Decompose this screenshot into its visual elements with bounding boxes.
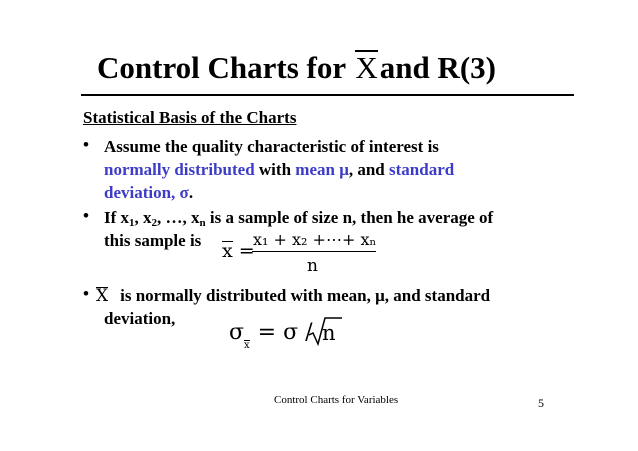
bullet-2-line-2: this sample is — [104, 231, 202, 250]
bullet-1-line-3: deviation, σ. — [104, 183, 194, 202]
fraction-bar — [252, 251, 376, 252]
title-xbar: X — [355, 50, 378, 85]
title-text: Control Charts for — [97, 50, 354, 85]
bullet-dot: • — [83, 284, 89, 303]
deviation-text: deviation, σ — [104, 183, 189, 202]
bullet-3-line-2: deviation, — [104, 309, 176, 328]
xbar-symbol: X — [96, 286, 109, 306]
xbar-lhs: x = — [222, 240, 255, 262]
bullet-1 — [104, 135, 454, 204]
sqrt-radicand: n — [322, 321, 336, 345]
standard-text: standard — [389, 160, 455, 179]
page-number: 5 — [538, 396, 544, 410]
title-text-after: and R(3) — [379, 50, 496, 85]
bullet-dot: • — [83, 206, 89, 225]
bullet-dot: • — [83, 135, 89, 154]
title-rule — [81, 94, 574, 96]
footer-text: Control Charts for Variables — [274, 394, 399, 406]
formula-denominator: n — [307, 256, 318, 276]
sigma-subscript: x — [244, 340, 250, 351]
mean-text: mean μ — [295, 160, 349, 179]
sigma-formula: σx= σ / — [229, 320, 313, 351]
formula-numerator: x₁ + x₂ +⋯+ xₙ — [253, 230, 377, 249]
slide-title — [97, 50, 496, 86]
sigma-symbol: σ — [229, 320, 245, 345]
bullet-2-line-1: If $x_1$, $x_2$, …, $x_n$ is a sample of size n, then he average of — [104, 208, 494, 229]
bullet-1-line-2: normally distributed with mean μ, and standard — [104, 160, 455, 179]
bullet-3-line-1: X is normally distributed with mean, μ, and standard — [96, 286, 491, 306]
section-subheading: Statistical Basis of the Charts — [83, 108, 297, 127]
normally-distributed-text: normally distributed — [104, 160, 255, 179]
bullet-1-line-1: Assume the quality characteristic of interest is — [104, 137, 439, 156]
